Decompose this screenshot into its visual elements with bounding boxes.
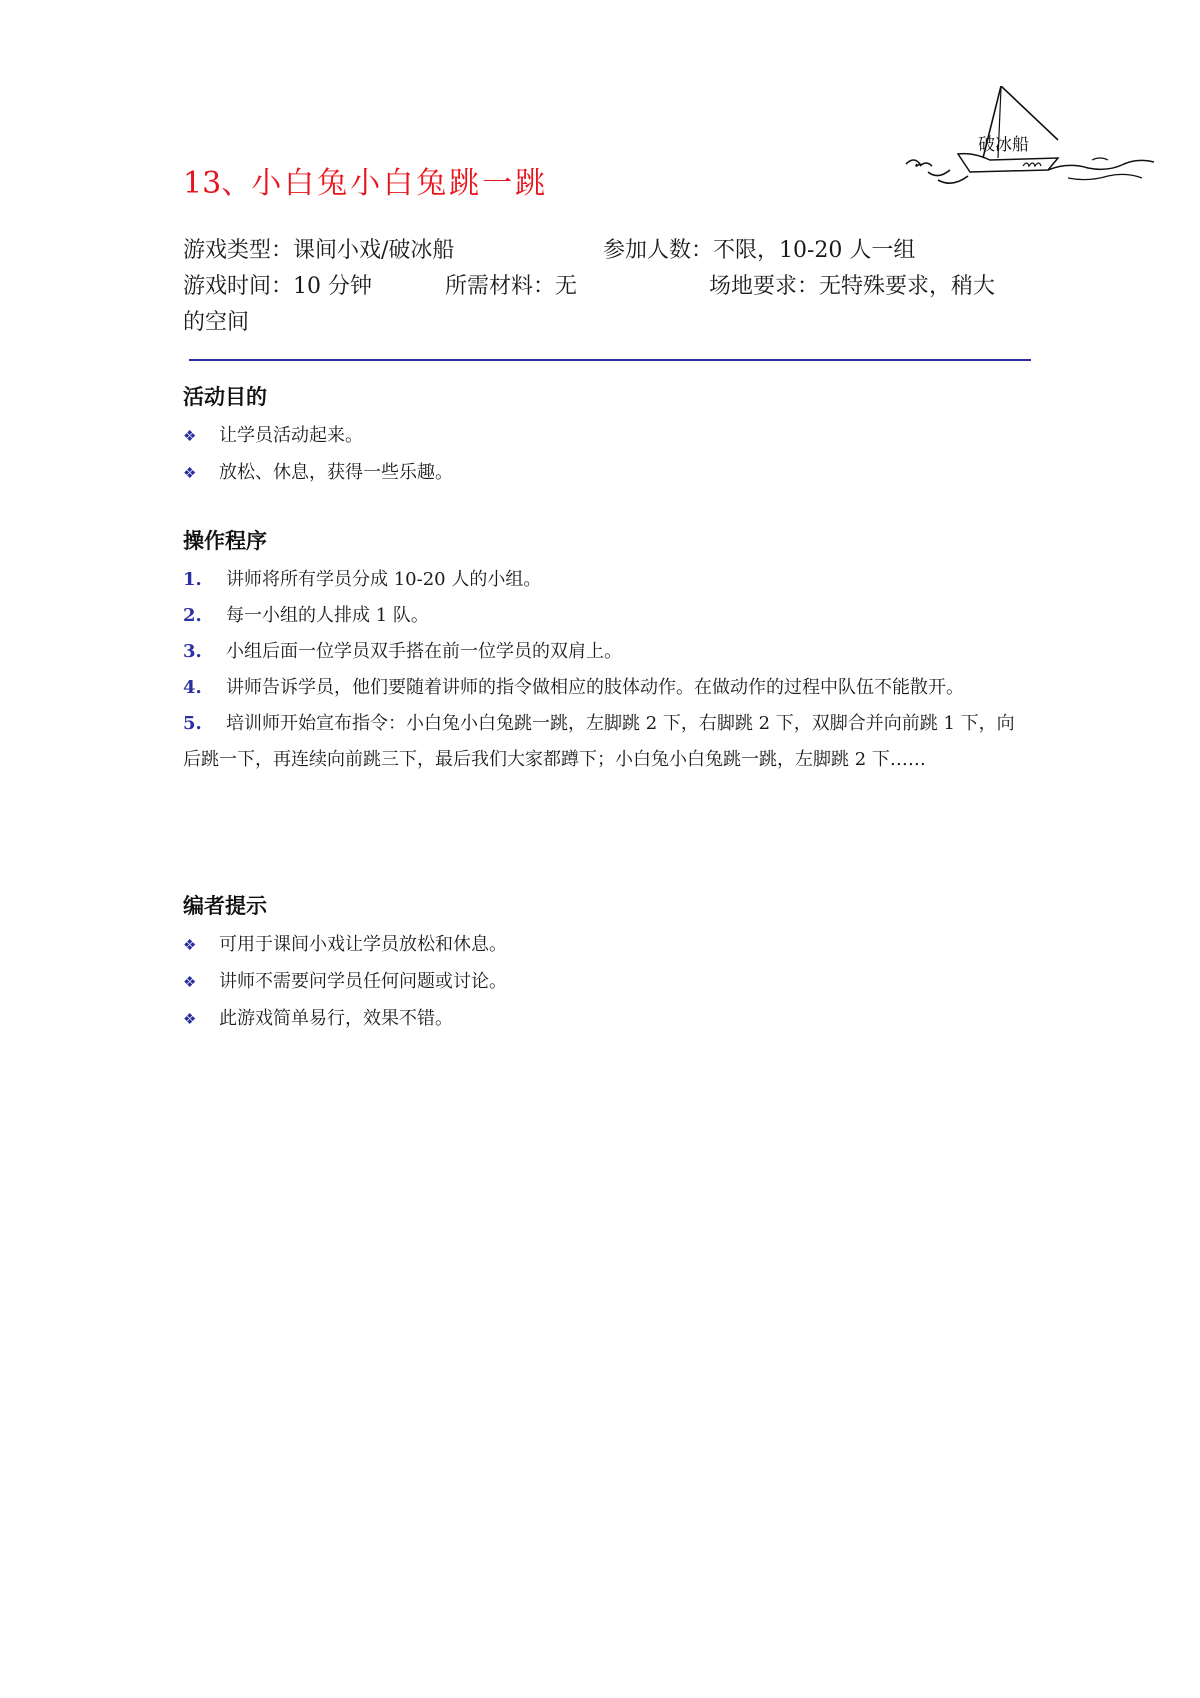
list-item: ❖ 讲师不需要问学员任何问题或讨论。: [183, 964, 1028, 1001]
list-item: ❖ 此游戏简单易行，效果不错。: [183, 1001, 1028, 1038]
diamond-bullet-icon: ❖: [183, 973, 197, 991]
step-number: 5.: [183, 713, 202, 734]
game-meta: [183, 233, 1028, 341]
logo-text: 破冰船: [978, 135, 1029, 155]
diamond-bullet-icon: ❖: [183, 464, 197, 482]
meta-participants: 参加人数：不限，10-20 人一组: [603, 238, 916, 263]
meta-materials: 所需材料：无: [445, 274, 578, 299]
step-number: 4.: [183, 677, 202, 698]
list-item: ❖ 可用于课间小戏让学员放松和休息。: [183, 927, 1028, 964]
step-item: 4. 讲师告诉学员，他们要随着讲师的指令做相应的肢体动作。在做动作的过程中队伍不能散开。: [183, 670, 1028, 706]
step-item: 1. 讲师将所有学员分成 10-20 人的小组。: [183, 562, 1028, 598]
purpose-section: [183, 382, 1028, 492]
sailboat-logo-icon: [898, 86, 1168, 206]
step-number: 3.: [183, 641, 202, 662]
title-number: 13、: [183, 166, 252, 201]
section-heading: 编者提示: [183, 894, 267, 918]
step-number: 2.: [183, 605, 202, 626]
title-text: 小白兔小白兔跳一跳: [251, 166, 549, 201]
diamond-bullet-icon: ❖: [183, 427, 197, 445]
section-heading: 操作程序: [183, 529, 267, 553]
diamond-bullet-icon: ❖: [183, 1010, 197, 1028]
list-item: ❖ 放松、休息，获得一些乐趣。: [183, 455, 1028, 492]
page-title: [183, 158, 548, 202]
step-item: 5. 培训师开始宣布指令：小白兔小白兔跳一跳，左脚跳 2 下，右脚跳 2 下，双脚合并向前跳 1 下，向后跳一下，再连续向前跳三下，最后我们大家都蹲下；小白兔小白兔跳一跳，左脚跳 2 下……: [183, 706, 1028, 778]
step-number: 1.: [183, 569, 202, 590]
section-heading: 活动目的: [183, 385, 267, 409]
meta-venue: 场地要求：无特殊要求，稍大: [709, 274, 996, 299]
meta-venue-cont: 的空间: [183, 310, 250, 335]
meta-time: 游戏时间：10 分钟: [183, 274, 372, 299]
procedure-section: [183, 526, 1028, 778]
meta-type: 游戏类型：课间小戏/破冰船: [183, 238, 455, 263]
step-item: 2. 每一小组的人排成 1 队。: [183, 598, 1028, 634]
diamond-bullet-icon: ❖: [183, 936, 197, 954]
divider: [189, 359, 1031, 361]
step-item: 3. 小组后面一位学员双手搭在前一位学员的双肩上。: [183, 634, 1028, 670]
list-item: ❖ 让学员活动起来。: [183, 418, 1028, 455]
tips-section: [183, 891, 1028, 1038]
icebreaker-logo: [898, 86, 1168, 206]
